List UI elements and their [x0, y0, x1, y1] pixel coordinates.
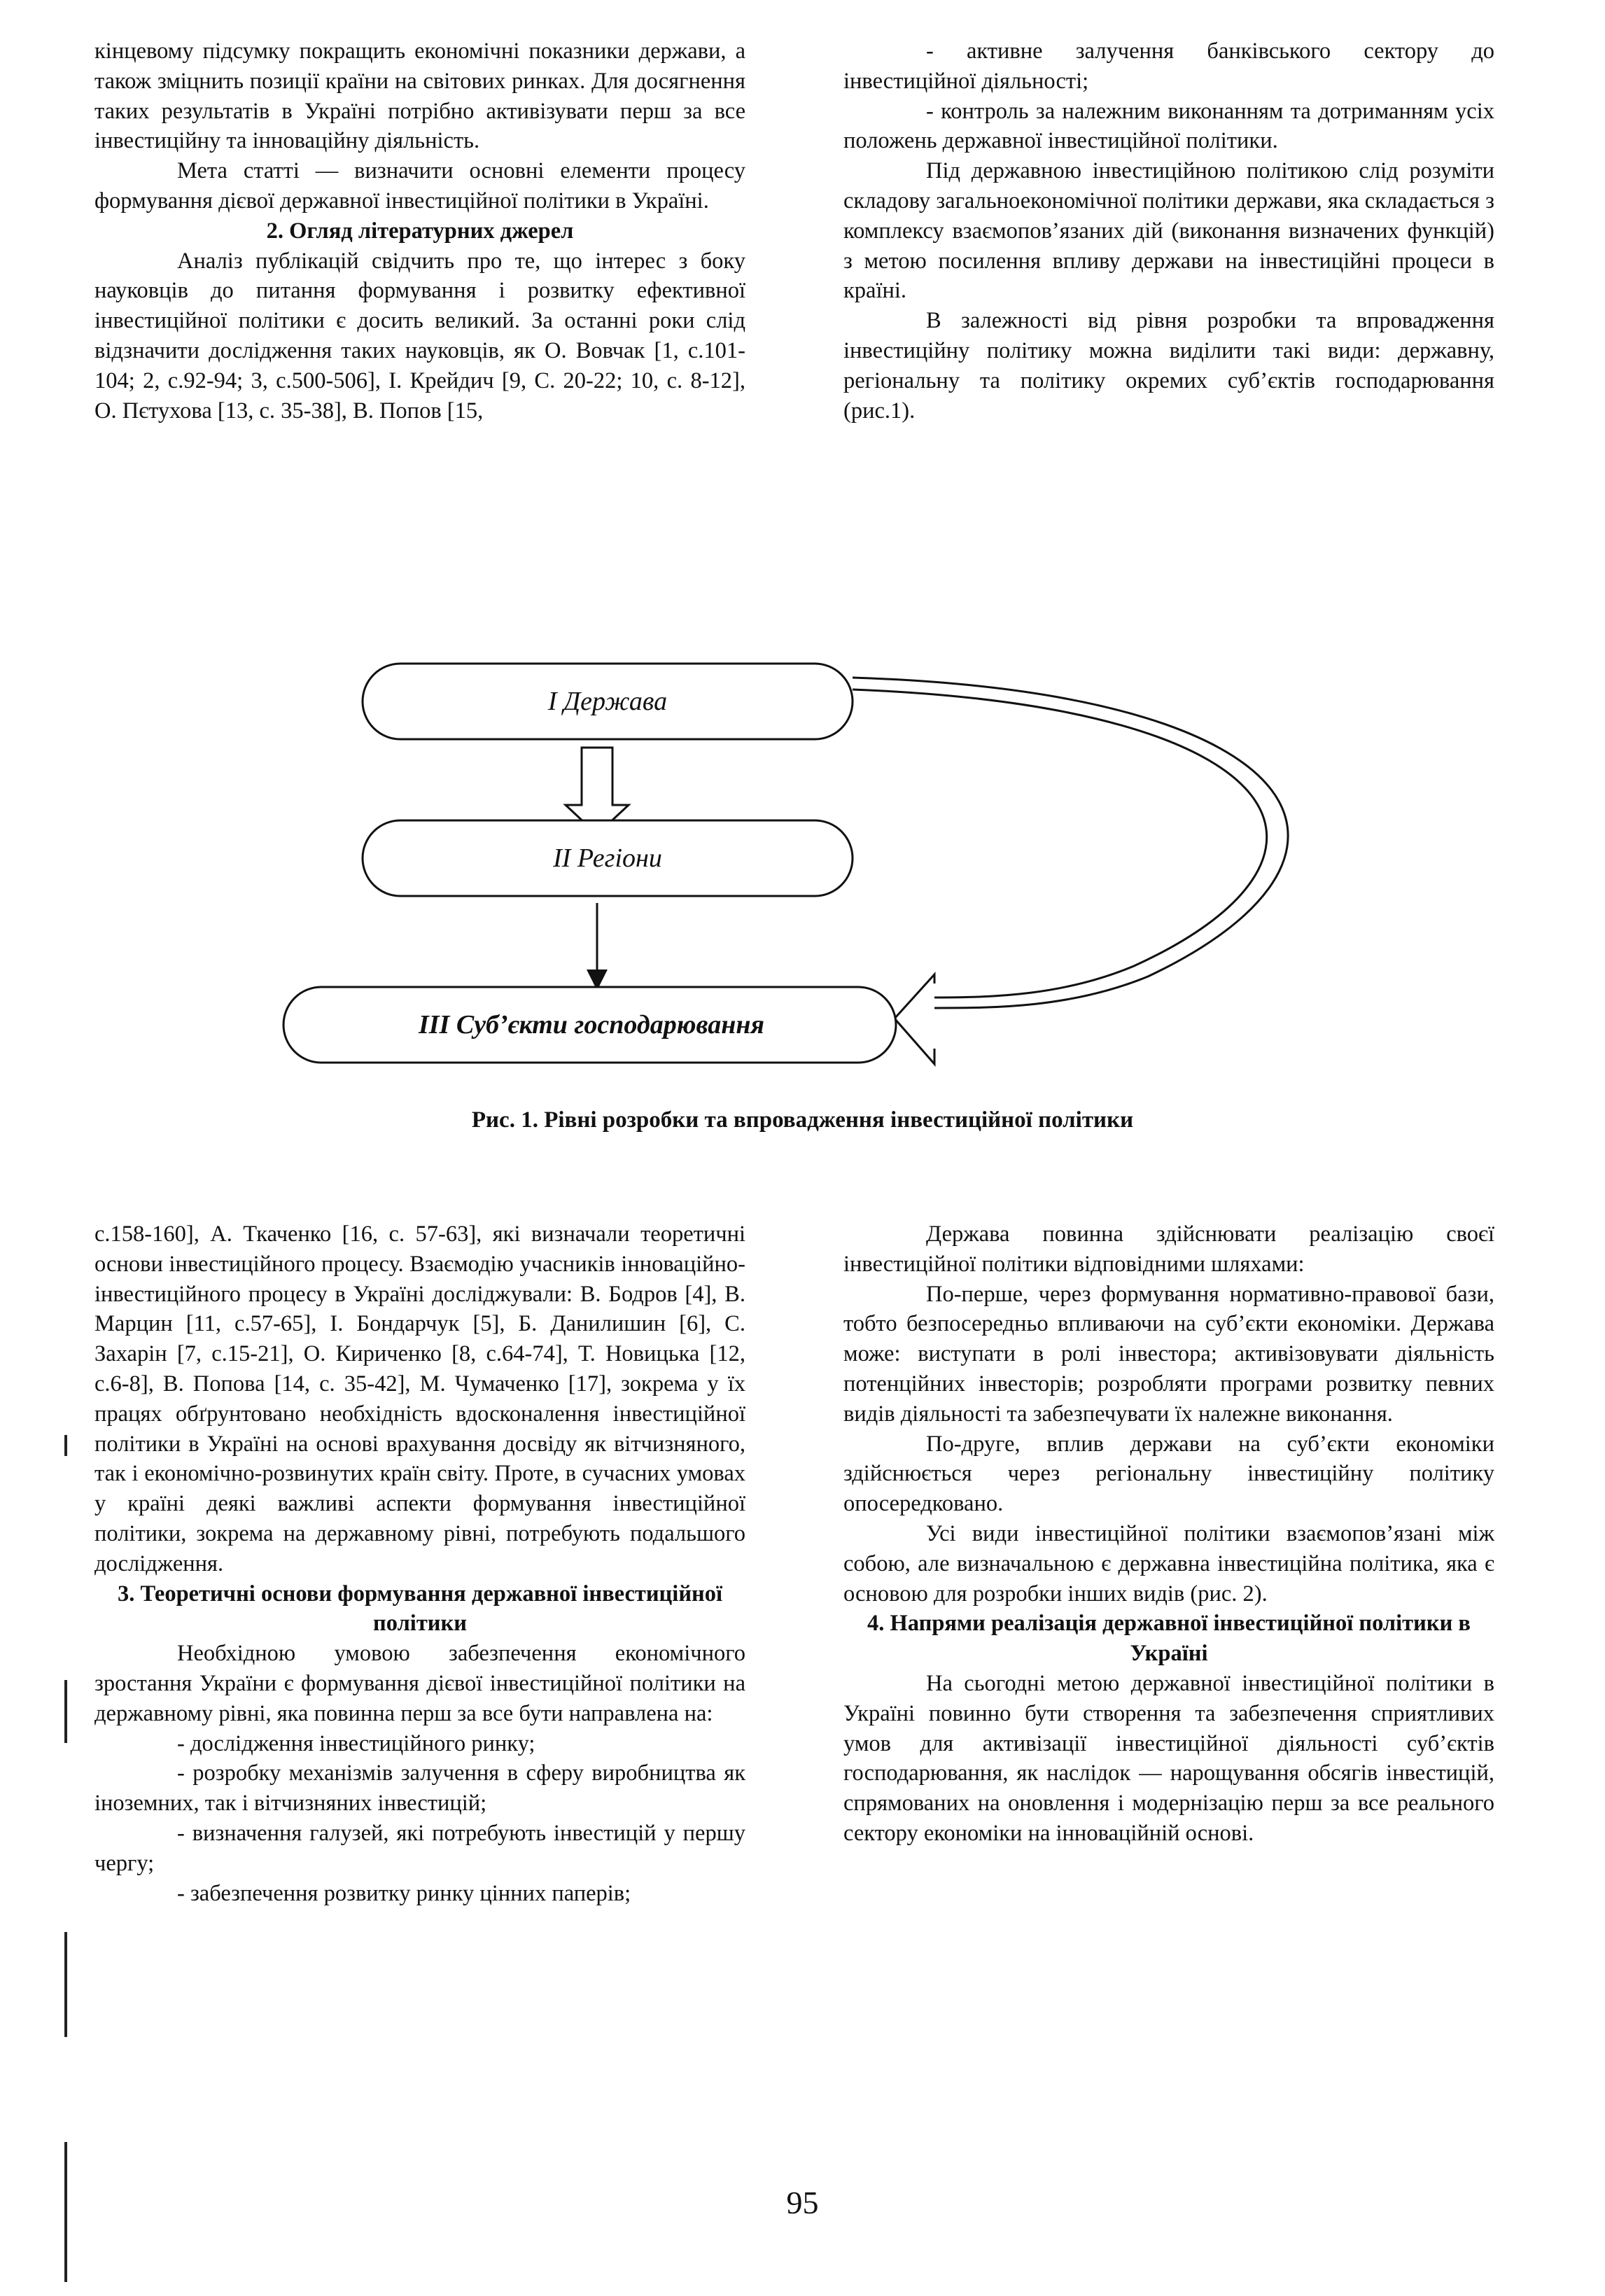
investment-policy-levels-diagram: [0, 644, 1605, 1092]
curved-arrow-icon: [853, 678, 1288, 1008]
scan-margin-line: [64, 1932, 67, 2037]
figure-caption: Рис. 1. Рівні розробки та впровадження інвестиційної політики: [471, 1107, 1134, 1133]
section-heading-4: 4. Напрями реалізація державної інвестиційної політики в Україні: [867, 1611, 1471, 1667]
paragraph: Держава повинна здійснювати реалізацію своєї інвестиційної політики відповідними шляхами:: [843, 1222, 1494, 1277]
paragraph: Усі види інвестиційної політики взаємопов’язані між собою, але визначальною є державна інвестиційна політика, яка є основою для розробки інших видів (рис. 2).: [843, 1520, 1494, 1606]
column-left-top: [94, 36, 745, 426]
paragraph: с.158-160], А. Ткаченко [16, с. 57-63], які визначали теоретичні основи інвестиційного процесу. Взаємодію учасників інноваційно-інвестиційного процесу в Україні досліджували: В. Бодров [4], В. Марцин [11, с.57-65], І. Бондарчук [5], Б. Данилишин [6], С. Захарін [7, с.15-21], О. Кириченко [8, с.64-74], Т. Новицька [12, с.6-8], В. Попова [14, с. 35-42], М. Чумаченко [17], зокрема у їх працях обґрунтовано необхідність вдосконалення інвестиційної політики в Україні на основі врахування досвіду як вітчизняного, так і економічно-розвинутих країн світу. Проте, в сучасних умовах у країні деякі важливі аспекти формування інвестиційної політики, зокрема на державному рівні, потребують подальшого дослідження.: [94, 1222, 745, 1576]
arrow-head-outline: [895, 974, 934, 1064]
level-3-label: ІІІ Суб’єкти господарювання: [418, 1010, 765, 1040]
column-right-top: [843, 36, 1494, 426]
list-item: - розробку механізмів залучення в сферу виробництва як іноземних, так і вітчизняних інвестицій;: [94, 1760, 745, 1816]
list-item: - забезпечення розвитку ринку цінних паперів;: [177, 1880, 631, 1906]
column-left-bottom: [94, 1219, 745, 1908]
list-item: - визначення галузей, які потребують інвестицій у першу чергу;: [94, 1820, 745, 1876]
paragraph: На сьогодні метою державної інвестиційної політики в Україні повинно бути створення та забезпечення сприятливих умов для активізації інвестиційної діяльності суб’єктів господарювання, як наслідок — нарощування обсягів інвестицій, спрямованих на оновлення і модернізацію перш за все реального сектору економіки на інноваційній основі.: [843, 1670, 1494, 1846]
paragraph: кінцевому підсумку покращить економічні показники держави, а також зміцнить позиції країни на світових ринках. Для досягнення таких результатів в Україні потрібно активізувати перш за все інвестиційну та інноваційну діяльність.: [94, 38, 745, 154]
paragraph: По-друге, вплив держави на суб’єкти економіки здійснюється через регіональну інвестиційну політику опосередковано.: [843, 1431, 1494, 1517]
paragraph: Необхідною умовою забезпечення економічного зростання України є формування дієвої інвестиційної політики на державному рівні, яка повинна перш за все бути направлена на:: [94, 1641, 745, 1726]
section-heading-3: 3. Теоретичні основи формування державної інвестиційної політики: [117, 1581, 723, 1637]
paragraph-goal: Мета статті — визначити основні елементи процесу формування дієвої державної інвестиційної політики в Україні.: [94, 158, 745, 214]
paragraph: В залежності від рівня розробки та впровадження інвестиційну політику можна виділити такі види: державну, регіональну та політику окремих суб’єктів господарювання (рис.1).: [843, 308, 1494, 424]
scan-margin-line: [64, 1680, 67, 1743]
level-1-label: І Держава: [547, 687, 668, 716]
list-item: - контроль за належним виконанням та дотриманням усіх положень державної інвестиційної політики.: [843, 98, 1494, 154]
level-2-label: ІІ Регіони: [553, 844, 662, 873]
scan-margin-line: [64, 1435, 67, 1456]
page-number: 95: [786, 2185, 819, 2220]
list-item: - дослідження інвестиційного ринку;: [177, 1730, 535, 1756]
section-heading-2: 2. Огляд літературних джерел: [266, 218, 574, 244]
column-right-bottom: [843, 1219, 1494, 1849]
list-item: - активне залучення банківського сектору до інвестиційної діяльності;: [843, 38, 1494, 94]
paragraph: Аналіз публікацій свідчить про те, що інтерес з боку науковців до питання формування і розвитку ефективної інвестиційної політики є досить великий. За останні роки слід відзначити дослідження таких науковців, як О. Вовчак [1, с.101-104; 2, с.92-94; 3, с.500-506], І. Крейдич [9, С. 20-22; 10, с. 8-12], О. Пєтухова [13, с. 35-38], В. Попов [15,: [94, 248, 745, 424]
paragraph: По-перше, через формування нормативно-правової бази, тобто безпосередньо впливаючи на суб’єкти економіки. Держава може: виступати в ролі інвестора; активізовувати діяльність потенційних інвесторів; розробляти програми розвитку певних видів діяльності та забезпечувати їх належне виконання.: [843, 1281, 1494, 1427]
paragraph: Під державною інвестиційною політикою слід розуміти складову загальноекономічної політики держави, яка складається з комплексу взаємопов’язаних дій (виконання визначених функцій) з метою посилення впливу держави на інвестиційні процеси в країні.: [843, 158, 1494, 304]
